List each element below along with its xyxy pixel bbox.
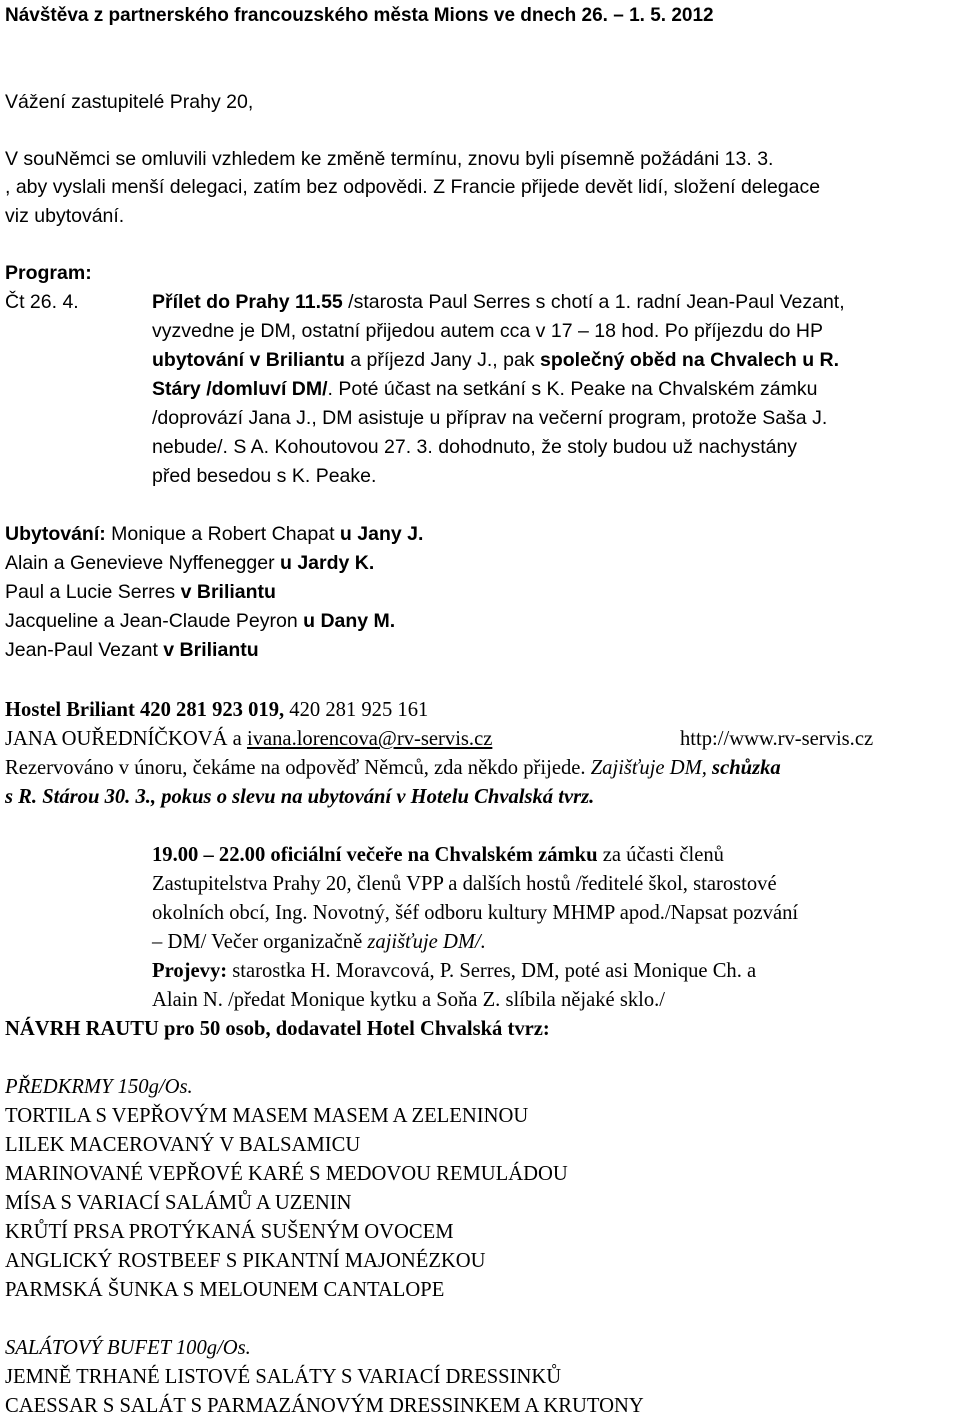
list-item: PARMSKÁ ŠUNKA S MELOUNEM CANTALOPE: [5, 1279, 445, 1301]
guest-name: Alain a Genevieve Nyffenegger: [5, 552, 280, 574]
menu-title: NÁVRH RAUTU pro 50 osob, dodavatel Hotel Chvalská tvrz:: [5, 1018, 550, 1040]
accommodation-row-4: [5, 612, 395, 632]
reservation-note: Rezervováno v únoru, čekáme na odpověď Němců, zda někdo přijede.: [5, 757, 591, 779]
evening-line-1: [152, 845, 724, 866]
intro-line-1: V souNěmci se omluvili vzhledem ke změně termínu, znovu byli písemně požádáni 13. 3.: [5, 148, 774, 170]
program-line-3-mid: a příjezd Jany J., pak: [344, 349, 540, 371]
program-label: Program:: [5, 262, 92, 284]
guest-name: Jean-Paul Vezant: [5, 639, 164, 661]
stary-ref: Stáry /domluví DM/: [152, 378, 328, 400]
guest-name: Monique a Robert Chapat: [105, 523, 340, 545]
program-line-2: vyzvedne je DM, ostatní přijedou autem cca v 17 – 18 hod. Po příjezdu do HP: [152, 320, 823, 342]
program-line-1-rest: /starosta Paul Serres s chotí a 1. radní Jean-Paul Vezant,: [342, 291, 845, 313]
program-line-1: [152, 293, 845, 313]
accommodation-row-3: [5, 583, 276, 603]
guest-name: Jacqueline a Jean-Claude Peyron: [5, 610, 304, 632]
list-item: CAESSAR S SALÁT S PARMAZÁNOVÝM DRESSINKEM A KRUTONY: [5, 1395, 644, 1417]
starters-label: PŘEDKRMY 150g/Os.: [5, 1076, 193, 1098]
dinner-rest: za účasti členů: [597, 844, 724, 866]
accommodation-row-2: [5, 554, 374, 574]
list-item: MARINOVANÉ VEPŘOVÉ KARÉ S MEDOVOU REMULÁDOU: [5, 1163, 568, 1185]
list-item: TORTILA S VEPŘOVÝM MASEM MASEM A ZELENINOU: [5, 1105, 529, 1127]
evening-organizer: – DM/ Večer organizačně: [152, 931, 368, 953]
program-line-7: před besedou s K. Peake.: [152, 465, 377, 487]
arranged-by: Zajišťuje DM,: [590, 757, 707, 779]
evening-line-5: [152, 961, 756, 982]
speeches-list: starostka H. Moravcová, P. Serres, DM, poté asi Monique Ch. a: [227, 960, 757, 982]
document-title: Návštěva z partnerského francouzského města Mions ve dnech 26. – 1. 5. 2012: [5, 5, 714, 26]
guest-name: Paul a Lucie Serres: [5, 581, 181, 603]
evening-line-2: Zastupitelstva Prahy 20, členů VPP a dalších hostů /ředitelé škol, starostové: [152, 873, 777, 895]
accommodation-row-5: [5, 641, 259, 661]
accommodation-ref: ubytování v Briliantu: [152, 349, 345, 371]
evening-line-6: Alain N. /předat Monique kytku a Soňa Z. slíbila nějaké sklo./: [152, 989, 666, 1011]
hostel-line-2: [5, 729, 492, 750]
host-name: v Briliantu: [163, 639, 259, 661]
evening-line-3: okolních obcí, Ing. Novotný, šéf odboru kultury MHMP apod./Napsat pozvání: [152, 902, 799, 924]
program-line-4: [152, 380, 817, 400]
host-name: u Dany M.: [303, 610, 396, 632]
host-name: v Briliantu: [180, 581, 276, 603]
list-item: JEMNĚ TRHANÉ LISTOVÉ SALÁTY S VARIACÍ DRESSINKŮ: [5, 1366, 562, 1388]
program-date: Čt 26. 4.: [5, 291, 79, 313]
salutation: Vážení zastupitelé Prahy 20,: [5, 91, 254, 113]
program-line-5: /doprovází Jana J., DM asistuje u příprav na večerní program, protože Saša J.: [152, 407, 828, 429]
program-line-6: nebude/. S A. Kohoutovou 27. 3. dohodnuto, že stoly budou už nachystány: [152, 436, 798, 458]
hostel-phone-2: 420 281 925 161: [284, 699, 429, 721]
dinner-title: 19.00 – 22.00 oficiální večeře na Chvalském zámku: [152, 844, 598, 866]
meeting-word: schůzka: [706, 757, 781, 779]
host-name: u Jany J.: [339, 523, 424, 545]
hostel-phone-1: Hostel Briliant 420 281 923 019,: [5, 699, 285, 721]
intro-line-2: , aby vyslali menší delegaci, zatím bez odpovědi. Z Francie přijede devět lidí, složení delegace: [5, 176, 821, 198]
list-item: MÍSA S VARIACÍ SALÁMŮ A UZENIN: [5, 1192, 352, 1214]
web-address: http://www.rv-servis.cz: [680, 728, 874, 750]
hostel-line-4: s R. Stárou 30. 3., pokus o slevu na ubytování v Hotelu Chvalská tvrz.: [5, 786, 595, 808]
program-line-4-rest: . Poté účast na setkání s K. Peake na Chvalském zámku: [327, 378, 818, 400]
accommodation-label: Ubytování:: [5, 523, 106, 545]
list-item: KRŮTÍ PRSA PROTÝKANÁ SUŠENÝM OVOCEM: [5, 1221, 454, 1243]
evening-line-4: [152, 932, 486, 953]
program-line-3: [152, 351, 839, 371]
hostel-line-3: [5, 758, 781, 779]
host-name: u Jardy K.: [279, 552, 375, 574]
list-item: LILEK MACEROVANÝ V BALSAMICU: [5, 1134, 361, 1156]
speeches-label: Projevy:: [152, 960, 228, 982]
accommodation-row-1: [5, 525, 423, 545]
arrival-text: Přílet do Prahy 11.55: [152, 291, 343, 313]
lunch-ref: společný oběd na Chvalech u R.: [539, 349, 840, 371]
email-link[interactable]: ivana.lorencova@rv-servis.cz: [246, 728, 493, 750]
salad-label: SALÁTOVÝ BUFET 100g/Os.: [5, 1337, 251, 1359]
contact-name: JANA OUŘEDNÍČKOVÁ a: [5, 728, 247, 750]
hostel-line-1: [5, 700, 428, 721]
evening-organizer-it: zajišťuje DM/.: [367, 931, 486, 953]
list-item: ANGLICKÝ ROSTBEEF S PIKANTNÍ MAJONÉZKOU: [5, 1250, 486, 1272]
intro-line-3: viz ubytování.: [5, 205, 125, 227]
